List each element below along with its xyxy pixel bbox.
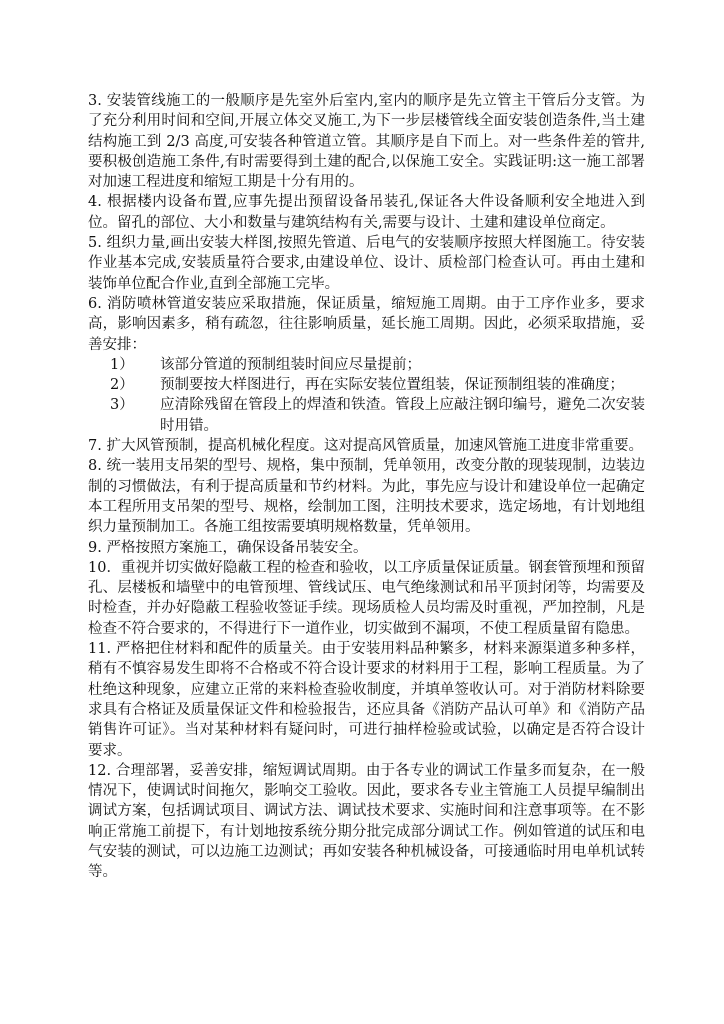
sub-item-number: 1）: [110, 356, 134, 373]
paragraph-10: 10．重视并切实做好隐蔽工程的检查和验收，以工序质量保证质量。钢套管预埋和预留孔、层楼板和墙壁中的电管预埋、管线试压、电气绝缘测试和吊平顶封闭等，均需要及时检查，并办好隐蔽工程验收签证手续。现场质检人员均需及时重视，严加控制，凡是检查不符合要求的，不得进行下一道作业，切实做到不漏项，不使工程质量留有隐患。: [88, 559, 645, 637]
sub-item-number: 3）: [110, 397, 134, 414]
paragraph-5: 5. 组织力量,画出安装大样图,按照先管道、后电气的安装顺序按照大样图施工。待安装作业基本完成,安装质量符合要求,由建设单位、设计、质检部门检查认可。再由土建和装饰单位配合作业,直到全部施工完毕。: [88, 235, 645, 292]
paragraph-8: 8. 统一装用支吊架的型号、规格，集中预制，凭单领用，改变分散的现装现制，边装边制的习惯做法，有利于提高质量和节约材料。为此，事先应与设计和建设单位一起确定本工程所用支吊架的型号、规格，绘制加工图，注明技术要求，选定场地，有计划地组织力量预制加工。各施工组按需要填明规格数量，凭单领用。: [88, 458, 645, 536]
paragraph-4: 4. 根据楼内设备布置,应事先提出预留设备吊装孔,保证各大件设备顺利安全地进入到位。留孔的部位、大小和数量与建筑结构有关,需要与设计、土建和建设单位商定。: [88, 194, 645, 231]
sub-item-3: [88, 395, 645, 436]
sub-item-text: 应清除残留在管段上的焊渣和铁渣。管段上应敲注钢印编号，避免二次安装时用错。: [160, 397, 645, 434]
paragraph-9: 9. 严格按照方案施工，确保设备吊装安全。: [88, 539, 368, 556]
paragraph-11: 11. 严格把住材料和配件的质量关。由于安装用料品种繁多，材料来源渠道多种多样，稍有不慎容易发生即将不合格或不符合设计要求的材料用于工程，影响工程质量。为了杜绝这种现象，应建立正常的来料检查验收制度，并填单签收认可。对于消防材料除要求具有合格证及质量保证文件和检验报告，还应具备《消防产品认可单》和《消防产品销售许可证》。当对某种材料有疑问时，可进行抽样检验或试验，以确定是否符合设计要求。: [88, 641, 645, 759]
sub-item-text: 预制要按大样图进行，再在实际安装位置组装，保证预制组装的准确度；: [160, 377, 624, 394]
paragraph-3: 3. 安装管线施工的一般顺序是先室外后室内,室内的顺序是先立管主干管后分支管。为了充分利用时间和空间,开展立体交叉施工,为下一步层楼管线全面安装创造条件,当土建结构施工到 2/3 高度,可安装各种管道立管。其顺序是自下而上。对一些条件差的管井,要积极创造施工条件,有时需要得到土建的配合,以保施工安全。实践证明:这一施工部署对加速工程进度和缩短工期是十分有用的。: [88, 93, 645, 191]
sub-item-number: 2）: [110, 377, 134, 394]
sub-item-1: [88, 355, 645, 375]
paragraph-12: 12. 合理部署，妥善安排，缩短调试周期。由于各专业的调试工作量多而复杂，在一般情况下，使调试时间拖欠，影响交工验收。因此，要求各专业主管施工人员提早编制出调试方案，包括调试项目、调试方法、调试技术要求、实施时间和注意事项等。在不影响正常施工前提下，有计划地按系统分期分批完成部分调试工作。例如管道的试压和电气安装的测试，可以边施工边测试；再如安装各种机械设备，可接通临时用电单机试转等。: [88, 762, 645, 881]
paragraph-6: 6. 消防喷林管道安装应采取措施，保证质量，缩短施工周期。由于工序作业多，要求高，影响因素多，稍有疏忽，往往影响质量，延长施工周期。因此，必须采取措施，妥善安排：: [88, 295, 645, 353]
sub-item-text: 该部分管道的预制组装时间应尽量提前；: [160, 356, 421, 373]
document-body: [88, 91, 645, 883]
paragraph-7: 7. 扩大风管预制，提高机械化程度。这对提高风管质量，加速风管施工进度非常重要。: [88, 438, 643, 455]
sub-item-2: [88, 375, 645, 395]
